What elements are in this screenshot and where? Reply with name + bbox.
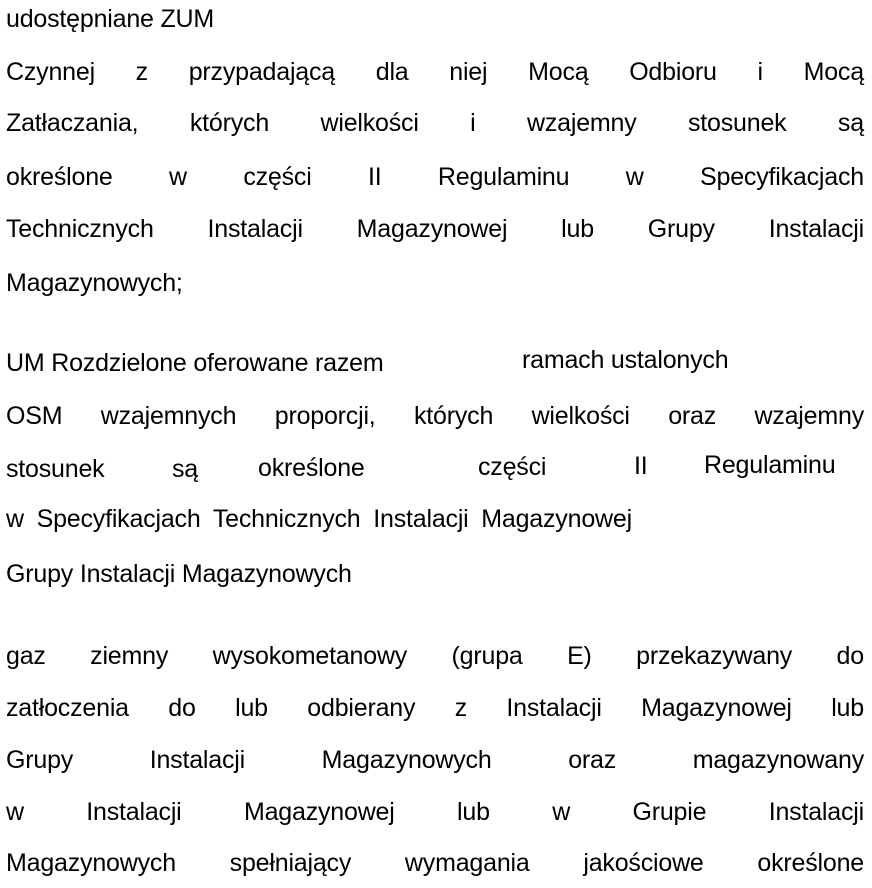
word: OSM (6, 402, 63, 430)
text-line: w Specyfikacjach Technicznych Instalacji Magazynowej (6, 505, 632, 533)
word: (grupa (451, 642, 523, 670)
word: wysokometanowy (212, 642, 408, 670)
word: części (243, 163, 312, 191)
word: E) (567, 642, 592, 670)
text-line: Regulaminu (704, 451, 836, 479)
word: Magazynowych (6, 849, 176, 877)
word: do (836, 642, 864, 670)
word: wielkości (531, 402, 630, 430)
word: których (413, 402, 494, 430)
word: stosunek (687, 109, 787, 137)
text-line (6, 57, 864, 87)
word: Magazynowej (243, 798, 395, 826)
word: przekazywany (636, 642, 793, 670)
text-line (6, 162, 864, 192)
text-line: UM Rozdzielone oferowane razem (6, 349, 384, 377)
word: lub (235, 694, 268, 722)
text-line: II (634, 452, 648, 480)
word: II (368, 163, 382, 191)
word: określone (6, 163, 113, 191)
text-line (6, 693, 864, 723)
word: Zatłaczania, (6, 109, 139, 137)
text-line: Magazynowych; (6, 269, 183, 297)
word: Instalacji (207, 215, 303, 243)
word: gaz (6, 642, 46, 670)
word: odbierany (307, 694, 416, 722)
word: spełniający (229, 849, 352, 877)
word: wzajemny (526, 109, 637, 137)
word: niej (449, 58, 488, 86)
word: w (552, 798, 571, 826)
word: magazynowany (692, 746, 864, 774)
word: do (168, 694, 196, 722)
word: Instalacji (768, 215, 864, 243)
word: jakościowe (583, 849, 704, 877)
word: zatłoczenia (6, 694, 129, 722)
word: Magazynowych (321, 746, 492, 774)
text-line (6, 641, 864, 671)
word: oraz (568, 746, 617, 774)
word: Regulaminu (437, 163, 570, 191)
word: wymagania (404, 849, 530, 877)
word: i (470, 109, 476, 137)
text-line: ramach ustalonych (522, 346, 729, 374)
text-line (6, 214, 864, 244)
word: ziemny (90, 642, 169, 670)
text-line (6, 108, 864, 138)
word: lub (831, 694, 864, 722)
word: dla (375, 58, 409, 86)
word: Mocą (803, 58, 864, 86)
word: przypadającą (188, 58, 336, 86)
word: lub (561, 215, 594, 243)
text-line: określone (258, 454, 365, 482)
word: Czynnej (6, 58, 95, 86)
word: Mocą (528, 58, 589, 86)
word: lub (457, 798, 490, 826)
word: Grupie (632, 798, 707, 826)
word: z (454, 694, 468, 722)
word: proporcji, (274, 402, 376, 430)
word: oraz (668, 402, 717, 430)
word: Instalacji (86, 798, 182, 826)
word: Specyfikacjach (700, 163, 864, 191)
word: w (625, 163, 644, 191)
word: Magazynowej (641, 694, 792, 722)
word: Grupy (647, 215, 715, 243)
text-line (6, 745, 864, 775)
word: Instalacji (149, 746, 246, 774)
word: określone (757, 849, 864, 877)
word: są (837, 109, 864, 137)
text-line: Grupy Instalacji Magazynowych (6, 560, 352, 588)
word: Instalacji (768, 798, 864, 826)
word: Grupy (6, 746, 74, 774)
word: i (757, 58, 763, 86)
text-line (6, 848, 864, 878)
word: w (169, 163, 187, 191)
word: z (135, 58, 148, 86)
word: wzajemny (754, 402, 864, 430)
word: Technicznych (6, 215, 154, 243)
word: wielkości (320, 109, 419, 137)
text-line: udostępniane ZUM (6, 5, 215, 33)
text-line (6, 797, 864, 827)
word: Magazynowej (356, 215, 508, 243)
text-line: stosunek (6, 455, 105, 483)
text-line: części (478, 453, 547, 481)
word: w (6, 798, 24, 826)
word: Instalacji (506, 694, 602, 722)
word: Odbioru (629, 58, 717, 86)
word: wzajemnych (100, 402, 237, 430)
text-line: są (172, 455, 199, 483)
text-line (6, 401, 864, 431)
word: których (189, 109, 270, 137)
